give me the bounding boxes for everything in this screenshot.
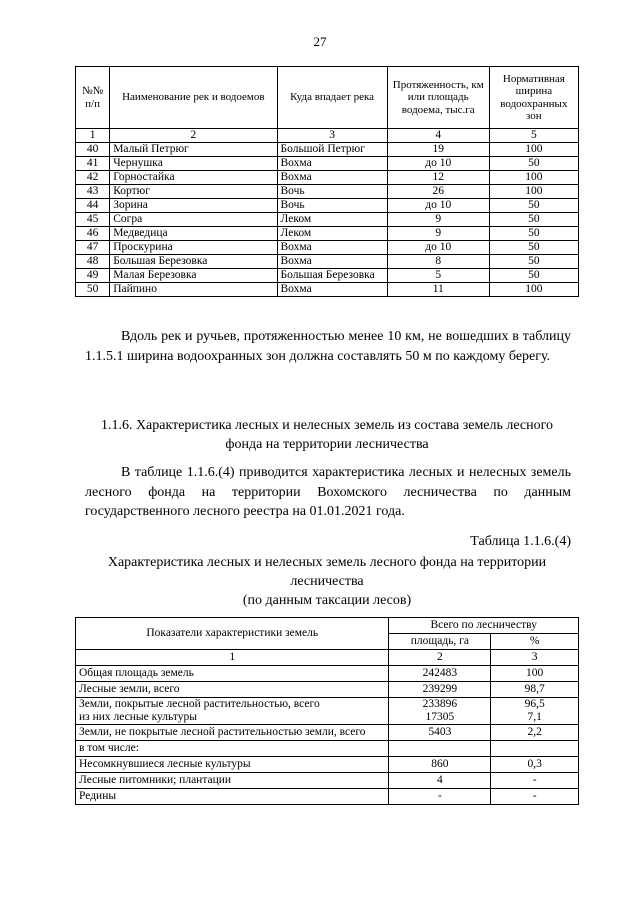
table-title-line1: Характеристика лесных и нелесных земель лесного фонда на территории (107, 555, 547, 570)
page-number: 27 (313, 34, 327, 49)
table-row (76, 725, 579, 741)
row-label-main: Земли, покрытые лесной растительностью, всего (79, 698, 320, 710)
row-number: 41 (76, 157, 110, 171)
table-row (76, 227, 579, 241)
header-flows-into: Куда впадает река (277, 67, 387, 129)
land-header-row (76, 618, 579, 634)
row-number: 46 (76, 227, 110, 241)
table-row (76, 213, 579, 227)
section-heading-line2: фонда на территории лесничества (225, 437, 429, 452)
row-percent-sub: 7,1 (527, 711, 542, 723)
row-number: 50 (76, 283, 110, 297)
flows-into: Леком (277, 213, 387, 227)
row-percent-main: 96,5 (524, 698, 545, 710)
row-percent: - (491, 789, 579, 805)
river-name: Малый Петрюг (110, 143, 277, 157)
table-row (76, 171, 579, 185)
table-row (76, 199, 579, 213)
row-percent (491, 741, 579, 757)
header-percent: % (491, 634, 579, 650)
row-label: Редины (76, 789, 389, 805)
row-number: 47 (76, 241, 110, 255)
zone-width: 50 (489, 157, 578, 171)
zone-width: 100 (489, 143, 578, 157)
index-cell: 2 (110, 129, 277, 143)
table-row (76, 185, 579, 199)
zone-width: 100 (489, 171, 578, 185)
row-percent: 0,3 (491, 757, 579, 773)
table-row (76, 666, 579, 682)
row-percent (491, 698, 579, 725)
row-percent: 2,2 (491, 725, 579, 741)
header-total-forestry: Всего по лесничеству (389, 618, 579, 634)
flows-into: Вохма (277, 157, 387, 171)
row-area (389, 698, 491, 725)
table-row (76, 241, 579, 255)
zone-width: 50 (489, 269, 578, 283)
row-label: Лесные питомники; плантации (76, 773, 389, 789)
rivers-table (75, 66, 579, 297)
row-number: 44 (76, 199, 110, 213)
header-river-name: Наименование рек и водоемов (110, 67, 277, 129)
index-cell: 5 (489, 129, 578, 143)
row-area: 4 (389, 773, 491, 789)
table-row (76, 757, 579, 773)
river-length: до 10 (387, 157, 489, 171)
row-number: 43 (76, 185, 110, 199)
index-cell: 3 (491, 650, 579, 666)
table-row (76, 773, 579, 789)
index-cell: 3 (277, 129, 387, 143)
table-title-line3: (по данным таксации лесов) (242, 593, 412, 608)
river-length: 26 (387, 185, 489, 199)
row-area-sub: 17305 (425, 711, 455, 723)
river-name: Пайпино (110, 283, 277, 297)
land-table (75, 617, 579, 805)
row-area: 5403 (389, 725, 491, 741)
row-area: 860 (389, 757, 491, 773)
zone-width: 50 (489, 241, 578, 255)
row-number: 48 (76, 255, 110, 269)
flows-into: Леком (277, 227, 387, 241)
index-cell: 2 (389, 650, 491, 666)
row-number: 42 (76, 171, 110, 185)
table-title-line2: лесничества (290, 574, 364, 589)
index-cell: 1 (76, 129, 110, 143)
flows-into: Вохма (277, 241, 387, 255)
river-length: 5 (387, 269, 489, 283)
section-heading-line1: 1.1.6. Характеристика лесных и нелесных земель из состава земель лесного (100, 418, 554, 433)
index-cell: 4 (387, 129, 489, 143)
row-percent: - (491, 773, 579, 789)
header-indicators: Показатели характеристики земель (76, 618, 389, 650)
river-name: Проскурина (110, 241, 277, 255)
river-name: Малая Березовка (110, 269, 277, 283)
row-label: Лесные земли, всего (76, 682, 389, 698)
row-label (76, 698, 389, 725)
flows-into: Вохма (277, 255, 387, 269)
river-length: 8 (387, 255, 489, 269)
row-label: Земли, не покрытые лесной растительностью земли, всего (76, 725, 389, 741)
flows-into: Вочь (277, 199, 387, 213)
flows-into: Вохма (277, 171, 387, 185)
flows-into: Большая Березовка (277, 269, 387, 283)
table-row (76, 682, 579, 698)
river-length: 11 (387, 283, 489, 297)
river-name: Зорина (110, 199, 277, 213)
river-name: Согра (110, 213, 277, 227)
river-length: до 10 (387, 241, 489, 255)
zone-width: 50 (489, 255, 578, 269)
river-name: Медведица (110, 227, 277, 241)
flows-into: Вохма (277, 283, 387, 297)
row-number: 49 (76, 269, 110, 283)
river-name: Горностайка (110, 171, 277, 185)
row-area-main: 233896 (422, 698, 458, 710)
zone-width: 100 (489, 283, 578, 297)
river-name: Большая Березовка (110, 255, 277, 269)
table-row (76, 741, 579, 757)
river-length: 19 (387, 143, 489, 157)
paragraph-table-intro: В таблице 1.1.6.(4) приводится характеристика лесных и нелесных земель лесного фонда на территории Вохомского лесничества по данным государственного лесного реестра на 01.01.2021 года. (85, 465, 571, 519)
river-name: Кортюг (110, 185, 277, 199)
flows-into: Большой Петрюг (277, 143, 387, 157)
header-zone-width: Нормативная ширина водоохранных зон (489, 67, 578, 129)
row-number: 45 (76, 213, 110, 227)
row-percent: 98,7 (491, 682, 579, 698)
row-percent: 100 (491, 666, 579, 682)
row-area: - (389, 789, 491, 805)
table-row (76, 698, 579, 725)
row-area (389, 741, 491, 757)
row-area: 239299 (389, 682, 491, 698)
table-label: Таблица 1.1.6.(4) (470, 534, 571, 549)
land-index-row (76, 650, 579, 666)
row-number: 40 (76, 143, 110, 157)
header-length: Протяженность, км или площадь водоема, тыс.га (387, 67, 489, 129)
row-label: Несомкнувшиеся лесные культуры (76, 757, 389, 773)
flows-into: Вочь (277, 185, 387, 199)
river-length: 9 (387, 227, 489, 241)
zone-width: 100 (489, 185, 578, 199)
row-label: Общая площадь земель (76, 666, 389, 682)
row-label: в том числе: (76, 741, 389, 757)
table-row (76, 157, 579, 171)
row-label-sub: из них лесные культуры (79, 711, 197, 723)
zone-width: 50 (489, 199, 578, 213)
row-area: 242483 (389, 666, 491, 682)
river-length: 12 (387, 171, 489, 185)
table-row (76, 283, 579, 297)
header-number: №№ п/п (76, 67, 110, 129)
index-cell: 1 (76, 650, 389, 666)
rivers-header-row (76, 67, 579, 129)
rivers-index-row (76, 129, 579, 143)
table-row (76, 789, 579, 805)
river-length: 9 (387, 213, 489, 227)
zone-width: 50 (489, 227, 578, 241)
table-row (76, 255, 579, 269)
table-row (76, 143, 579, 157)
zone-width: 50 (489, 213, 578, 227)
table-row (76, 269, 579, 283)
river-name: Чернушка (110, 157, 277, 171)
header-area: площадь, га (389, 634, 491, 650)
paragraph-river-zones: Вдоль рек и ручьев, протяженностью менее 10 км, не вошедших в таблицу 1.1.5.1 ширина водоохранных зон должна составлять 50 м по каждому берегу. (85, 329, 571, 364)
river-length: до 10 (387, 199, 489, 213)
